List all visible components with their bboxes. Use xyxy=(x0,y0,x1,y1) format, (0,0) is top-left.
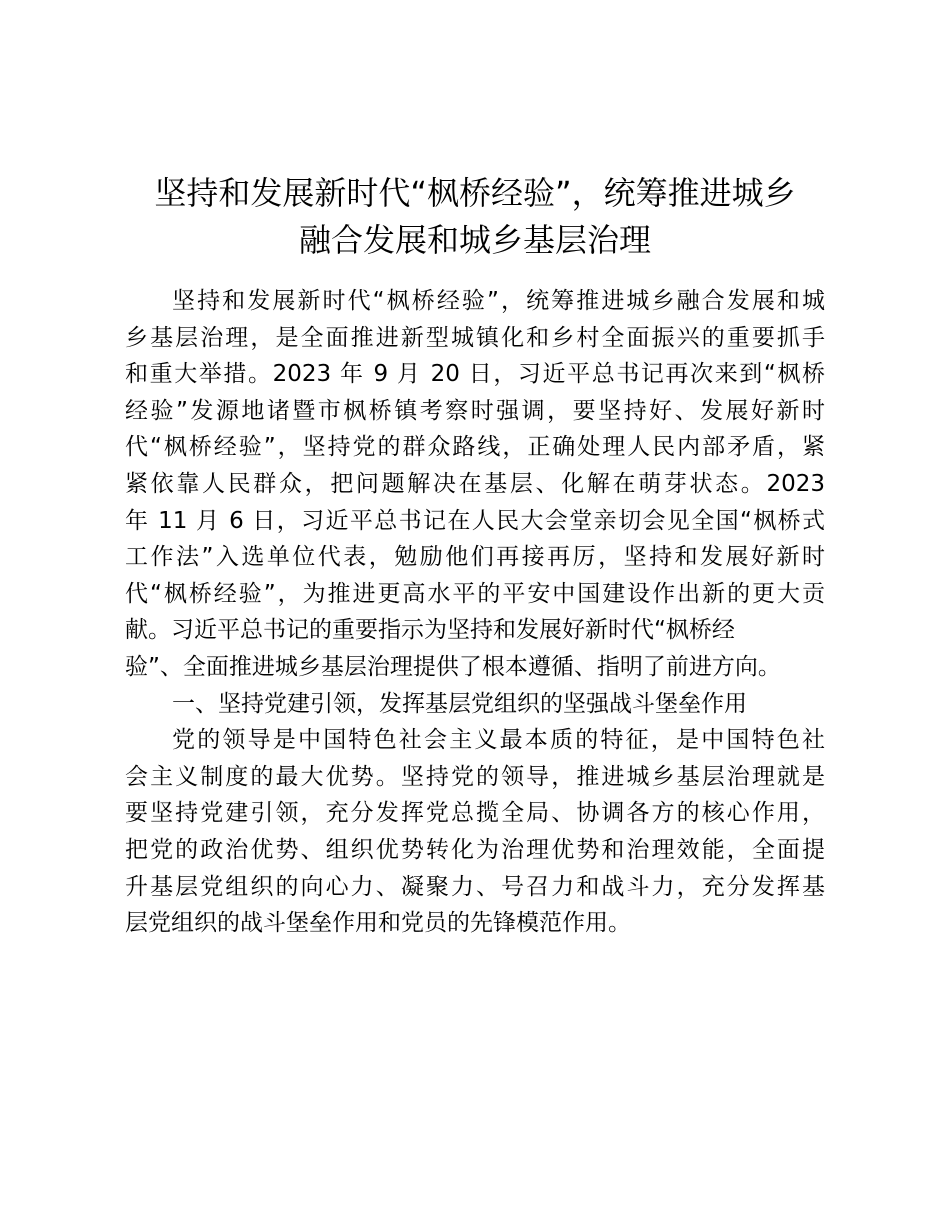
text-line: 会主义制度的最大优势。坚持党的领导，推进城乡基层治理就是 xyxy=(125,763,825,790)
text-line: 升基层党组织的向心力、凝聚力、号召力和战斗力，充分发挥基 xyxy=(125,873,825,900)
text-line: 代“枫桥经验”，坚持党的群众路线，正确处理人民内部矛盾，紧 xyxy=(125,434,825,461)
section-heading xyxy=(125,686,825,723)
text-line: 代“枫桥经验”，为推进更高水平的平安中国建设作出新的更大贡 xyxy=(125,580,825,607)
title-line: 融合发展和城乡基层治理 xyxy=(298,221,651,259)
text-line: 层党组织的战斗堡垒作用和党员的先锋模范作用。 xyxy=(125,910,631,937)
text-line: 要坚持党建引领，充分发挥党总揽全局、协调各方的核心作用， xyxy=(125,800,825,827)
text-line: 党的领导是中国特色社会主义最本质的特征，是中国特色社 xyxy=(172,727,825,754)
text-line: 把党的政治优势、组织优势转化为治理优势和治理效能，全面提 xyxy=(125,836,825,863)
text-line: 验”、全面推进城乡基层治理提供了根本遵循、指明了前进方向。 xyxy=(125,653,781,680)
text-line: 紧依靠人民群众，把问题解决在基层、化解在萌芽状态。2023 xyxy=(125,470,825,497)
text-line: 经验”发源地诸暨市枫桥镇考察时强调，要坚持好、发展好新时 xyxy=(125,397,825,424)
text-line: 年 11 月 6 日，习近平总书记在人民大会堂亲切会见全国“枫桥式 xyxy=(125,507,825,534)
text-line: 工作法”入选单位代表，勉励他们再接再厉，坚持和发展好新时 xyxy=(125,544,825,571)
heading-line: 一、坚持党建引领，发挥基层党组织的坚强战斗堡垒作用 xyxy=(172,690,747,717)
body-paragraph xyxy=(125,283,825,686)
text-line: 坚持和发展新时代“枫桥经验”，统筹推进城乡融合发展和城 xyxy=(172,288,825,314)
document-body xyxy=(125,283,825,942)
text-line: 和重大举措。2023 年 9 月 20 日，习近平总书记再次来到“枫桥 xyxy=(125,361,825,388)
title-line: 坚持和发展新时代“枫桥经验”，统筹推进城乡 xyxy=(154,174,796,212)
body-paragraph xyxy=(125,722,825,942)
text-line: 献。习近平总书记的重要指示为坚持和发展好新时代“枫桥经 xyxy=(125,617,735,644)
text-line: 乡基层治理，是全面推进新型城镇化和乡村全面振兴的重要抓手 xyxy=(125,324,825,351)
document-title xyxy=(110,170,840,264)
